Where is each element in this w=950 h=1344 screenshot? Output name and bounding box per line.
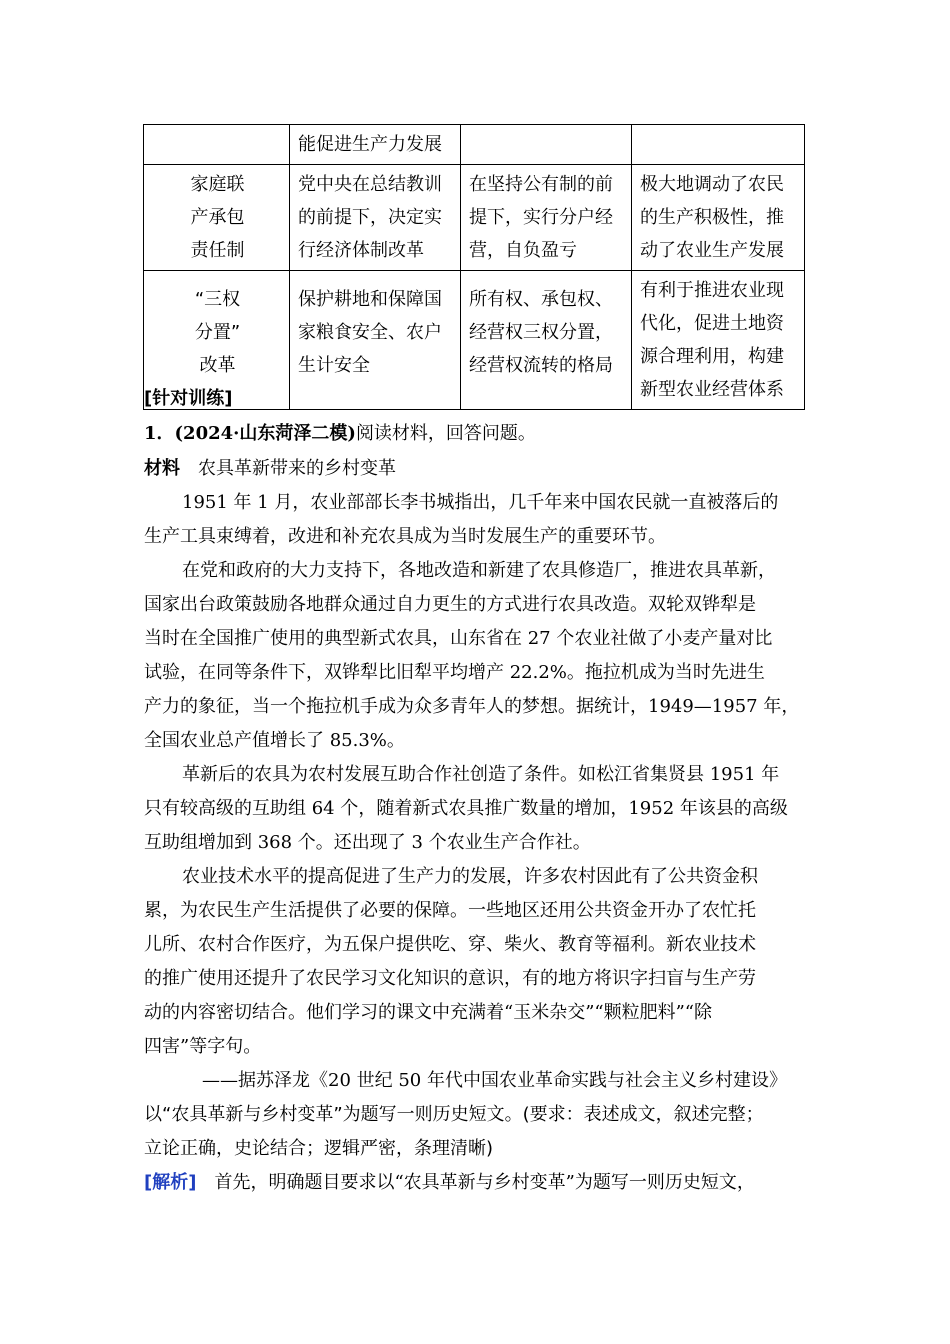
cell-line: 党中央在总结教训	[298, 174, 442, 195]
analysis-line	[144, 1166, 820, 1200]
task-line: 以“农具革新与乡村变革”为题写一则历史短文。(要求：表述成文，叙述完整；	[144, 1104, 764, 1125]
cell-line: 家庭联	[190, 174, 245, 195]
table-cell	[461, 165, 632, 271]
material-line: 互助组增加到 368 个。还出现了 3 个农业生产合作社。	[144, 832, 591, 853]
cell-line: 改革	[199, 355, 236, 376]
cell-line: 在坚持公有制的前	[469, 174, 613, 195]
cell-line: 保护耕地和保障国	[298, 289, 442, 310]
table-cell	[144, 125, 290, 165]
cell-line: 产承包	[190, 207, 245, 228]
section-heading: [针对训练]	[144, 388, 233, 409]
cell-line: 的生产积极性，推	[640, 207, 784, 228]
table-cell	[632, 165, 805, 271]
material-line: 动的内容密切结合。他们学习的课文中充满着“玉米杂交”“颗粒肥料”“除	[144, 1002, 713, 1023]
cell-line: 动了农业生产发展	[640, 240, 784, 261]
cell-line: 经营权三权分置，	[469, 322, 613, 343]
cell-line: 提下，实行分户经	[469, 207, 613, 228]
material-line: 在党和政府的大力支持下，各地改造和新建了农具修造厂，推进农具革新，	[182, 560, 776, 581]
cell-line: 营，自负盈亏	[469, 240, 577, 261]
table-cell	[632, 125, 805, 165]
analysis-text: 首先，明确题目要求以“农具革新与乡村变革”为题写一则历史短文，	[214, 1172, 755, 1193]
question-prompt: 阅读材料，回答问题。	[355, 423, 536, 444]
table-cell	[290, 165, 461, 271]
question-number: 1．	[144, 423, 175, 444]
cell-line: “三权	[194, 289, 241, 310]
cell-line: 家粮食安全、农户	[298, 322, 442, 343]
reform-name-cell	[144, 165, 290, 271]
cell-line: 经营权流转的格局	[469, 355, 613, 376]
material-line: 试验，在同等条件下，双铧犁比旧犁平均增产 22.2%。拖拉机成为当时先进生	[144, 662, 765, 683]
material-line: 革新后的农具为农村发展互助合作社创造了条件。如松江省集贤县 1951 年	[182, 764, 780, 785]
cell-line: 行经济体制改革	[298, 240, 424, 261]
cell-line: 生计安全	[298, 355, 370, 376]
cell-line: 有利于推进农业现	[640, 280, 784, 301]
cell-line: 的前提下，决定实	[298, 207, 442, 228]
table-cell	[290, 125, 461, 165]
material-line: 只有较高级的互助组 64 个，随着新式农具推广数量的增加，1952 年该县的高级	[144, 798, 788, 819]
material-line: 农业技术水平的提高促进了生产力的发展，许多农村因此有了公共资金积	[182, 866, 758, 887]
material-citation: ——据苏泽龙《20 世纪 50 年代中国农业革命实践与社会主义乡村建设》	[202, 1070, 787, 1091]
table-row	[144, 165, 805, 271]
material-line: 儿所、农村合作医疗，为五保户提供吃、穿、柴火、教育等福利。新农业技术	[144, 934, 756, 955]
material-label: 材料	[144, 458, 180, 479]
reform-comparison-table	[143, 124, 805, 410]
material-line: 1951 年 1 月，农业部部长李书城指出，几千年来中国农民就一直被落后的	[182, 492, 779, 513]
cell-line: 代化，促进土地资	[640, 313, 784, 334]
material-line: 四害”等字句。	[144, 1036, 262, 1057]
material-line: 国家出台政策鼓励各地群众通过自力更生的方式进行农具改造。双轮双铧犁是	[144, 594, 756, 615]
cell-line: 所有权、承包权、	[469, 289, 613, 310]
material-title: 农具革新带来的乡村变革	[198, 458, 396, 479]
analysis-label: [解析]	[144, 1172, 197, 1193]
cell-line: 分置”	[194, 322, 241, 343]
material-line: 生产工具束缚着，改进和补充农具成为当时发展生产的重要环节。	[144, 526, 666, 547]
task-line: 立论正确，史论结合；逻辑严密，条理清晰)	[144, 1138, 494, 1159]
material-line: 的推广使用还提升了农民学习文化知识的意识，有的地方将识字扫盲与生产劳	[144, 968, 756, 989]
material-line: 全国农业总产值增长了 85.3%。	[144, 730, 405, 751]
material-line: 产力的象征，当一个拖拉机手成为众多青年人的梦想。据统计，1949—1957 年，	[144, 696, 800, 717]
cell-line: 新型农业经营体系	[640, 379, 784, 400]
material-header	[144, 452, 820, 486]
material-line: 累，为农民生产生活提供了必要的保障。一些地区还用公共资金开办了农忙托	[144, 900, 756, 921]
cell-line: 能促进生产力发展	[298, 134, 442, 155]
question-source: (2024·山东菏泽二模)	[174, 423, 356, 444]
question-line	[144, 417, 820, 451]
cell-line: 责任制	[190, 240, 245, 261]
material-line: 当时在全国推广使用的典型新式农具，山东省在 27 个农业社做了小麦产量对比	[144, 628, 773, 649]
table-row	[144, 125, 805, 165]
cell-line: 源合理利用，构建	[640, 346, 784, 367]
cell-line: 极大地调动了农民	[640, 174, 784, 195]
table-cell	[461, 125, 632, 165]
